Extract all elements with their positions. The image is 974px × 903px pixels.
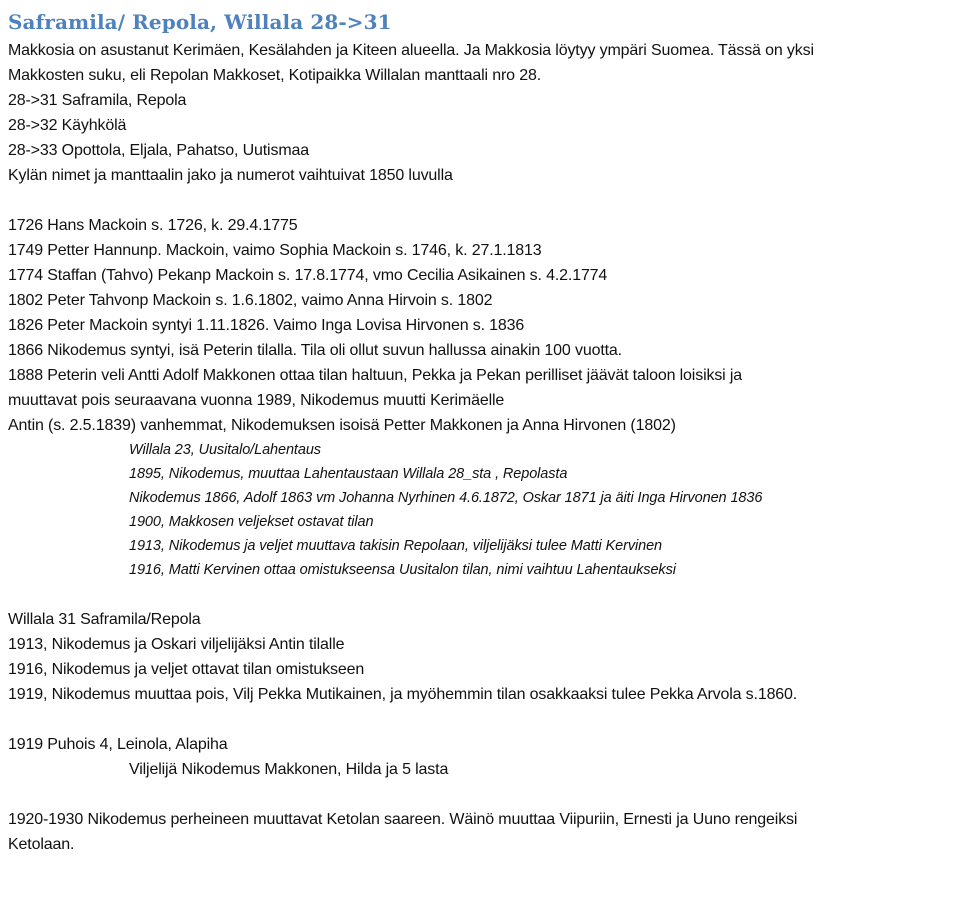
note-line: 1913, Nikodemus ja veljet muuttava takisin Repolaan, viljelijäksi tulee Matti Kervinen [129,538,663,554]
intro-section [8,38,968,188]
intro-line: 28->32 Käyhkölä [8,117,127,134]
willala31-line: 1919, Nikodemus muuttaa pois, Vilj Pekka Mutikainen, ja myöhemmin tilan osakkaaksi tulee Pekka Arvola s.1860. [8,686,798,703]
puhois-indented-line: Viljelijä Nikodemus Makkonen, Hilda ja 5 lasta [129,761,449,778]
ketola-section [8,807,968,857]
document-body [8,8,968,857]
willala31-line: 1916, Nikodemus ja veljet ottavat tilan omistukseen [8,661,365,678]
spacer [8,188,968,213]
puhois-heading: 1919 Puhois 4, Leinola, Alapiha [8,736,228,753]
note-line: Willala 23, Uusitalo/Lahentaus [129,442,321,458]
willala31-section [8,607,968,707]
puhois-section [8,732,968,782]
intro-line: Kylän nimet ja manttaalin jako ja numerot vaihtuivat 1850 luvulla [8,167,453,184]
note-line: 1900, Makkosen veljekset ostavat tilan [129,514,374,530]
history-line: 1749 Petter Hannunp. Mackoin, vaimo Sophia Mackoin s. 1746, k. 27.1.1813 [8,242,542,259]
note-line: 1916, Matti Kervinen ottaa omistukseensa Uusitalon tilan, nimi vaihtuu Lahentaukseksi [129,562,676,578]
spacer [8,782,968,807]
intro-line: 28->33 Opottola, Eljala, Pahatso, Uutismaa [8,142,309,159]
history-line: 1826 Peter Mackoin syntyi 1.11.1826. Vaimo Inga Lovisa Hirvonen s. 1836 [8,317,525,334]
history-line: 1802 Peter Tahvonp Mackoin s. 1.6.1802, vaimo Anna Hirvoin s. 1802 [8,292,493,309]
history-line: 1726 Hans Mackoin s. 1726, k. 29.4.1775 [8,217,298,234]
history-section [8,213,968,438]
history-line: 1774 Staffan (Tahvo) Pekanp Mackoin s. 17.8.1774, vmo Cecilia Asikainen s. 4.2.1774 [8,267,608,284]
ketola-line: Ketolaan. [8,836,75,853]
willala31-line: 1913, Nikodemus ja Oskari viljelijäksi Antin tilalle [8,636,345,653]
note-line: Nikodemus 1866, Adolf 1863 vm Johanna Nyrhinen 4.6.1872, Oskar 1871 ja äiti Inga Hirvonen 1836 [129,490,763,506]
history-line: Antin (s. 2.5.1839) vanhemmat, Nikodemuksen isoisä Petter Makkonen ja Anna Hirvonen (1802) [8,417,676,434]
note-line: 1895, Nikodemus, muuttaa Lahentaustaan Willala 28_sta , Repolasta [129,466,568,482]
history-line: muuttavat pois seuraavana vuonna 1989, Nikodemus muutti Kerimäelle [8,392,505,409]
history-line: 1888 Peterin veli Antti Adolf Makkonen ottaa tilan haltuun, Pekka ja Pekan perilliset jäävät taloon loisiksi ja [8,367,743,384]
intro-line: Makkosia on asustanut Kerimäen, Kesälahden ja Kiteen alueella. Ja Makkosia löytyy ympäri Suomea. Tässä on yksi [8,42,814,59]
history-line: 1866 Nikodemus syntyi, isä Peterin tilalla. Tila oli ollut suvun hallussa ainakin 100 vuotta. [8,342,622,359]
ketola-line: 1920-1930 Nikodemus perheineen muuttavat Ketolan saareen. Wäinö muuttaa Viipuriin, Ernesti ja Uuno rengeiksi [8,811,798,828]
intro-line: Makkosten suku, eli Repolan Makkoset, Kotipaikka Willalan manttaali nro 28. [8,67,542,84]
spacer [8,707,968,732]
spacer [8,582,968,607]
notes-section [8,438,968,582]
willala31-line: Willala 31 Saframila/Repola [8,611,201,628]
intro-line: 28->31 Saframila, Repola [8,92,187,109]
page-title: Saframila/ Repola, Willala 28->31 [8,10,392,34]
